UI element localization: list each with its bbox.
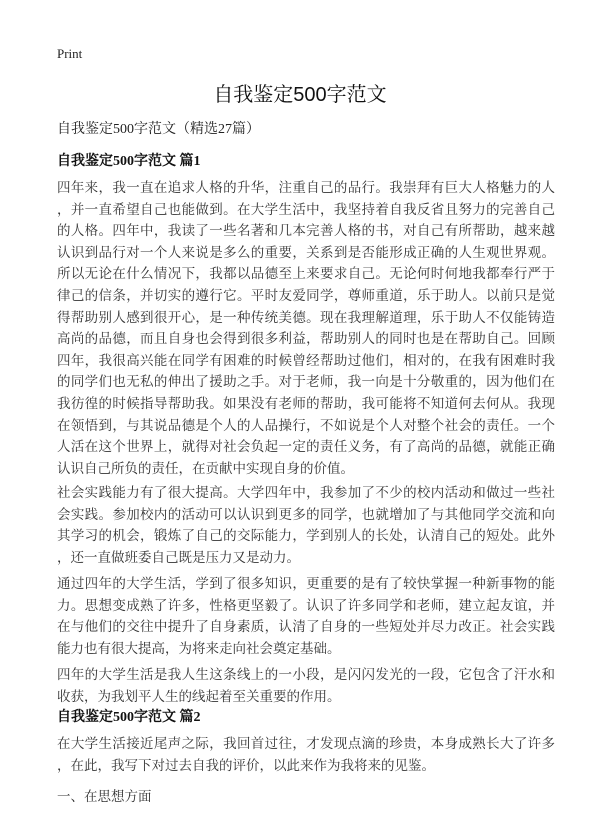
paragraph [57,482,555,568]
page-title: 自我鉴定500字范文 [213,84,387,106]
text-line: 认识自己所负的责任，在贡献中实现自身的价值。 [57,460,354,476]
text-line: 得帮助别人感到很开心，是一种传统美德。现在我理解道理，乐于助人不仅能铸造 [57,309,555,325]
text-line: 其学习的机会，锻炼了自己的交际能力，学到别人的长处，认清自己的短处。此外 [57,528,555,544]
text-line: 社会实践能力有了很大提高。大学四年中，我参加了不少的校内活动和做过一些社 [57,485,555,500]
paragraph [57,573,555,659]
section-heading-2: 自我鉴定500字范文 篇2 [57,710,201,725]
text-line: 人活在这个世界上，就得对社会负起一定的责任义务，有了高尚的品德，就能正确 [57,439,555,455]
text-line: 力。思想变成熟了许多，性格更坚毅了。认识了许多同学和老师，建立起友谊，并 [57,597,555,613]
text-line: 一、在思想方面 [57,789,152,804]
text-line: 在领悟到，与其说品德是个人的人品操行，不如说是个人对整个社会的责任。一个 [57,417,555,433]
subtitle: 自我鉴定500字范文（精选27篇） [57,122,260,137]
text-line: 认识到品行对一个人来说是多么的重要，关系到是否能形成正确的人生观世界观。 [57,244,555,260]
paragraph [57,664,555,707]
text-line: 律己的信条，并切实的遵行它。平时友爱同学，尊师重道，乐于助人。以前只是觉 [57,287,555,303]
text-line: 四年，我很高兴能在同学有困难的时候曾经帮助过他们，相对的，在我有困难时我 [57,352,555,368]
text-line: 会实践。参加校内的活动可以认识到更多的同学，也就增加了与其他同学交流和向 [57,506,555,522]
text-line: 的同学们也无私的伸出了援助之手。对于老师，我一向是十分敬重的，因为他们在 [57,374,555,390]
text-line: 通过四年的大学生活，学到了很多知识，更重要的是有了较快掌握一种新事物的能 [57,576,555,591]
text-line: 在与他们的交往中提升了自身素质，认清了自身的一些短处并尽力改正。社会实践 [57,619,555,635]
text-line: 的人格。四年中，我读了一些名著和几本完善人格的书，对自己有所帮助，越来越 [57,223,555,239]
paragraph [57,786,555,808]
text-line: 能力也有很大提高，为将来走向社会奠定基础。 [57,640,341,656]
text-line: ，在此，我写下对过去自我的评价，以此来作为我将来的见鉴。 [57,757,435,773]
section-heading-1: 自我鉴定500字范文 篇1 [57,154,201,169]
paragraph [57,177,555,479]
text-line: 在大学生活接近尾声之际，我回首过往，才发现点滴的珍贵，本身成熟长大了许多 [57,736,555,751]
text-line: 所以无论在什么情况下，我都以品德至上来要求自己。无论何时何地我都奉行严于 [57,266,555,282]
text-line: 我彷徨的时候指导帮助我。如果没有老师的帮助，我可能将不知道何去何从。我现 [57,395,555,411]
text-line: 高尚的品德，而且自身也会得到很多利益，帮助别人的同时也是在帮助自己。回顾 [57,331,555,347]
print-link[interactable]: Print [57,46,83,61]
text-line: 四年来，我一直在追求人格的升华，注重自己的品行。我崇拜有巨大人格魅力的人 [57,180,555,195]
text-line: ，并一直希望自己也能做到。在大学生活中，我坚持着自我反省且努力的完善自己 [57,201,555,217]
text-line: 四年的大学生活是我人生这条线上的一小段，是闪闪发光的一段，它包含了汗水和 [57,667,555,682]
paragraph [57,733,555,776]
text-line: 收获，为我划平人生的线起着至关重要的作用。 [57,688,341,704]
text-line: ，还一直做班委自己既是压力又是动力。 [57,549,300,565]
